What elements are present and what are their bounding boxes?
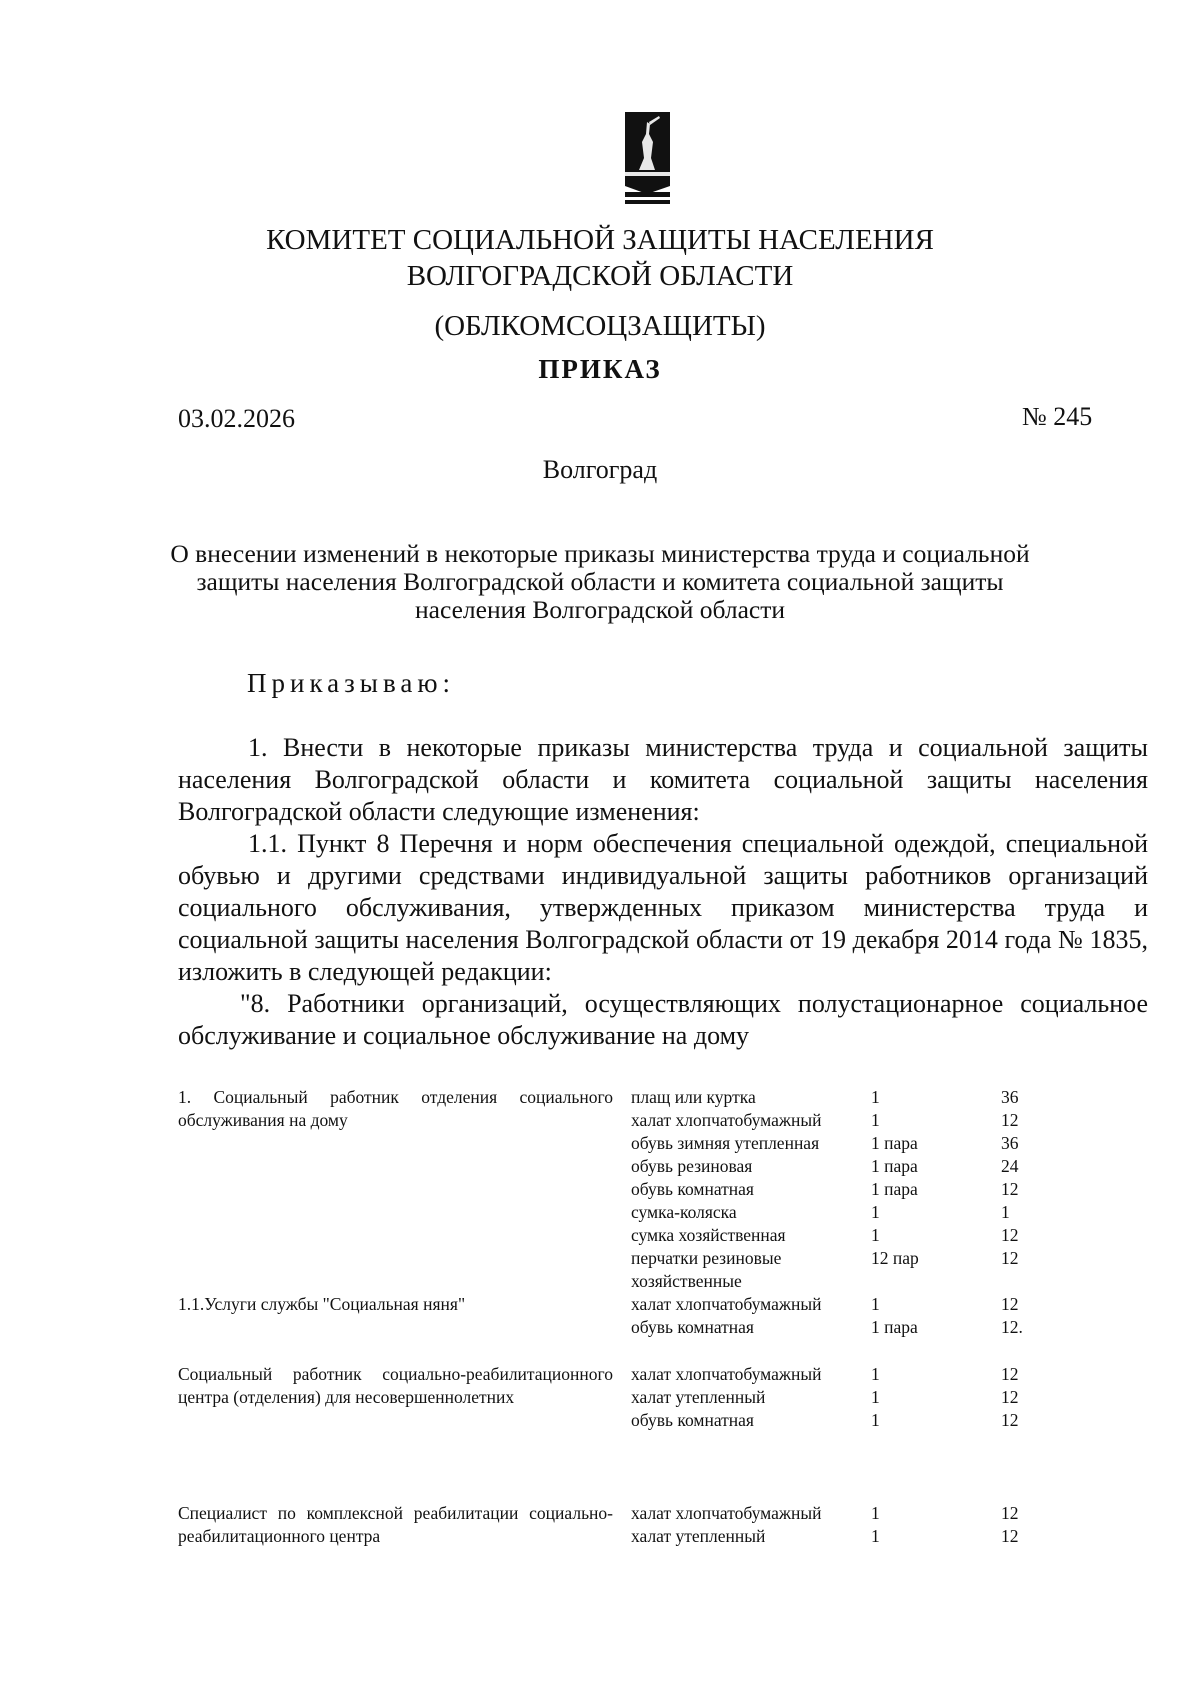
item-cell: обувь комнатная bbox=[631, 1410, 754, 1430]
position-cell: 1. Социальный работник отделения социального обслуживания на дому bbox=[178, 1087, 613, 1130]
volgograd-emblem bbox=[625, 112, 670, 204]
term-cell: 12 bbox=[1001, 1410, 1019, 1430]
qty-cell: 1 bbox=[871, 1225, 880, 1245]
org-name-line2: ВОЛГОГРАДСКОЙ ОБЛАСТИ bbox=[406, 260, 794, 292]
item-cell: сумка хозяйственная bbox=[631, 1225, 786, 1245]
item-cell: плащ или куртка bbox=[631, 1087, 756, 1107]
item-cell: обувь зимняя утепленная bbox=[631, 1133, 820, 1153]
document-subject bbox=[0, 540, 1200, 624]
order-body bbox=[178, 732, 1148, 1052]
term-cell: 12 bbox=[1001, 1179, 1019, 1199]
qty-cell: 1 bbox=[871, 1526, 880, 1546]
item-cell: халат хлопчатобумажный bbox=[631, 1503, 822, 1523]
order-word: Приказываю: bbox=[247, 668, 455, 698]
qty-cell: 1 bbox=[871, 1110, 880, 1130]
document-date: 03.02.2026 bbox=[178, 404, 295, 433]
term-cell: 12 bbox=[1001, 1110, 1019, 1130]
term-cell: 12 bbox=[1001, 1364, 1019, 1384]
term-cell: 12 bbox=[1001, 1503, 1019, 1523]
item-cell: обувь комнатная bbox=[631, 1317, 754, 1337]
item-cell: халат хлопчатобумажный bbox=[631, 1110, 822, 1130]
item-cell: халат хлопчатобумажный bbox=[631, 1294, 822, 1314]
item-cell: сумка-коляска bbox=[631, 1202, 737, 1222]
qty-cell: 1 bbox=[871, 1364, 880, 1384]
qty-cell: 1 пара bbox=[871, 1317, 918, 1337]
term-cell: 12 bbox=[1001, 1248, 1019, 1268]
norms-table bbox=[178, 1086, 1061, 1548]
paragraph: 1.1. Пункт 8 Перечня и норм обеспечения специальной одеждой, специальной обувью и другими средствами индивидуальной защиты работников организаций социального обслуживания, утвержденных приказом министерства труда и социальной защиты населения Волгоградской области от 19 декабря 2014 года № 1835, изложить в следующей редакции: bbox=[178, 829, 1148, 986]
item-cell: халат утепленный bbox=[631, 1526, 766, 1546]
qty-cell: 12 пар bbox=[871, 1248, 919, 1268]
qty-cell: 1 пара bbox=[871, 1179, 918, 1199]
term-cell: 12 bbox=[1001, 1387, 1019, 1407]
document-type: ПРИКАЗ bbox=[538, 354, 662, 384]
term-cell: 24 bbox=[1001, 1156, 1019, 1176]
qty-cell: 1 bbox=[871, 1503, 880, 1523]
item-cell: халат хлопчатобумажный bbox=[631, 1364, 822, 1384]
paragraph: "8. Работники организаций, осуществляющих полустационарное социальное обслуживание и социальное обслуживание на дому bbox=[178, 989, 1148, 1050]
subject-line: населения Волгоградской области bbox=[415, 595, 785, 624]
item-cell: перчатки резиновые хозяйственные bbox=[631, 1248, 782, 1291]
city: Волгоград bbox=[542, 455, 658, 484]
subject-line: О внесении изменений в некоторые приказы министерства труда и социальной bbox=[170, 539, 1030, 568]
qty-cell: 1 пара bbox=[871, 1133, 918, 1153]
term-cell: 36 bbox=[1001, 1087, 1019, 1107]
term-cell: 36 bbox=[1001, 1133, 1019, 1153]
item-cell: обувь комнатная bbox=[631, 1179, 754, 1199]
item-cell: обувь резиновая bbox=[631, 1156, 753, 1176]
table-row bbox=[178, 1086, 1061, 1109]
position-cell: Социальный работник социально-реабилитационного центра (отделения) для несовершеннолетних bbox=[178, 1364, 613, 1407]
term-cell: 12. bbox=[1001, 1317, 1023, 1337]
term-cell: 1 bbox=[1001, 1202, 1010, 1222]
paragraph: 1. Внести в некоторые приказы министерства труда и социальной защиты населения Волгоградской области и комитета социальной защиты населения Волгоградской области следующие изменения: bbox=[178, 733, 1148, 826]
qty-cell: 1 пара bbox=[871, 1156, 918, 1176]
table-row bbox=[178, 1363, 1061, 1386]
term-cell: 12 bbox=[1001, 1294, 1019, 1314]
position-cell: Специалист по комплексной реабилитации социально-реабилитационного центра bbox=[178, 1503, 613, 1546]
org-short-name: (ОБЛКОМСОЦЗАЩИТЫ) bbox=[434, 310, 766, 342]
term-cell: 12 bbox=[1001, 1225, 1019, 1245]
table-row bbox=[178, 1293, 1061, 1316]
position-cell: 1.1.Услуги службы "Социальная няня" bbox=[178, 1294, 466, 1314]
qty-cell: 1 bbox=[871, 1387, 880, 1407]
document-number: № 245 bbox=[1022, 402, 1093, 431]
qty-cell: 1 bbox=[871, 1410, 880, 1430]
term-cell: 12 bbox=[1001, 1526, 1019, 1546]
qty-cell: 1 bbox=[871, 1202, 880, 1222]
qty-cell: 1 bbox=[871, 1294, 880, 1314]
subject-line: защиты населения Волгоградской области и комитета социальной защиты bbox=[196, 567, 1004, 596]
qty-cell: 1 bbox=[871, 1087, 880, 1107]
org-name-line1: КОМИТЕТ СОЦИАЛЬНОЙ ЗАЩИТЫ НАСЕЛЕНИЯ bbox=[266, 224, 934, 256]
table-row bbox=[178, 1502, 1061, 1525]
item-cell: халат утепленный bbox=[631, 1387, 766, 1407]
